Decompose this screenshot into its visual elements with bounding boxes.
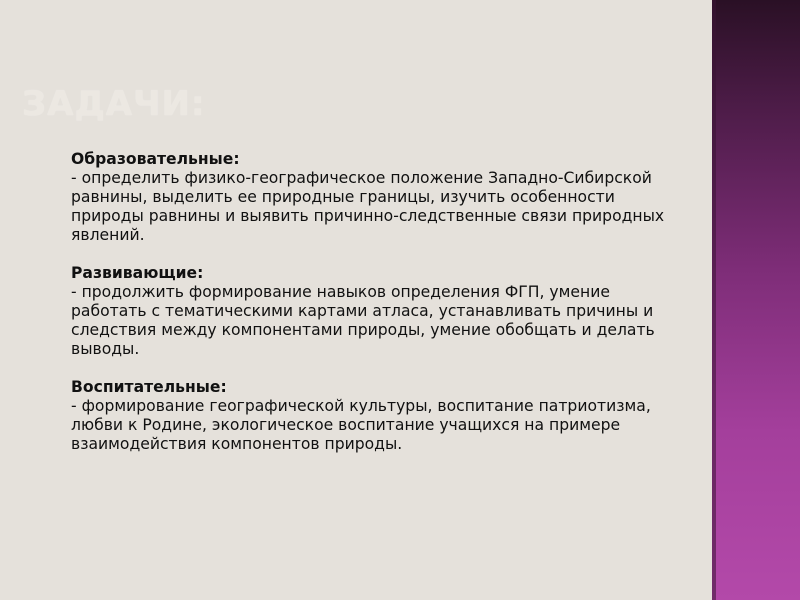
section-educational bbox=[71, 150, 681, 245]
section-upbringing bbox=[71, 378, 681, 454]
slide-title: ЗАДАЧИ: bbox=[22, 84, 206, 124]
section-text-upbringing: - формирование географической культуры, воспитание патриотизма, любви к Родине, экологическое воспитание учащихся на примере взаимодействия компонентов природы. bbox=[71, 397, 651, 453]
section-developmental bbox=[71, 264, 681, 359]
section-text-developmental: - продолжить формирование навыков определения ФГП, умение работать с тематическими картами атласа, устанавливать причины и следствия между компонентами природы, умение обобщать и делать выводы. bbox=[71, 283, 655, 358]
side-panel-divider bbox=[712, 0, 716, 600]
section-heading-developmental: Развивающие: bbox=[71, 264, 204, 282]
section-text-educational: - определить физико-географическое положение Западно-Сибирской равнины, выделить ее природные границы, изучить особенности природы равнины и выявить причинно-следственные связи природных явлений. bbox=[71, 169, 665, 244]
slide-body bbox=[71, 150, 681, 473]
decorative-side-panel bbox=[712, 0, 800, 600]
section-heading-educational: Образовательные: bbox=[71, 150, 240, 168]
section-heading-upbringing: Воспитательные: bbox=[71, 378, 227, 396]
